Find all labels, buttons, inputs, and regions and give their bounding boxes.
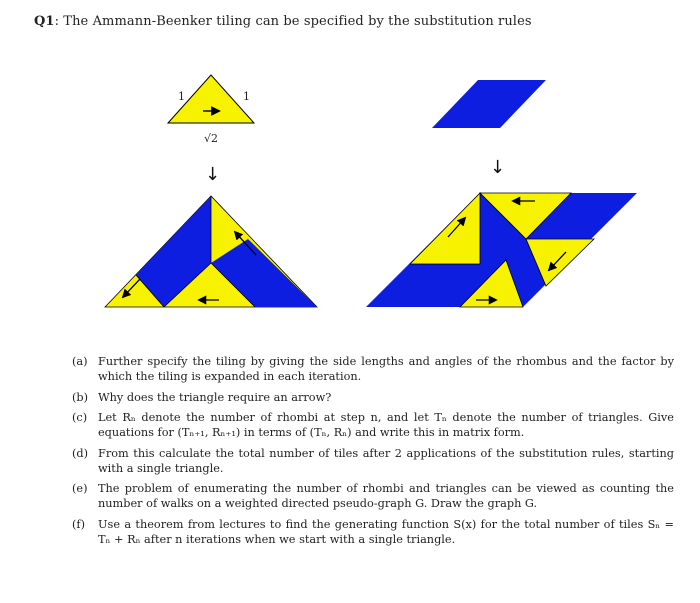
question-part-d bbox=[72, 446, 674, 476]
substitution-arrow-left: ↓ bbox=[205, 164, 221, 185]
triangle-base-label: √2 bbox=[204, 132, 219, 145]
part-label: (b) bbox=[72, 390, 89, 404]
question-number: Q1 bbox=[34, 14, 55, 29]
question-part-f bbox=[72, 517, 674, 547]
question-part-c bbox=[72, 410, 674, 440]
part-text: Let Rₙ denote the number of rhombi at step n, and let Tₙ denote the number of triangles. Give equations for (Tₙ₊₁, Rₙ₊₁) in terms of (Tₙ, Rₙ) and write this in matrix form. bbox=[98, 411, 674, 439]
rhombus-substitution bbox=[366, 193, 637, 307]
part-label: (d) bbox=[72, 446, 89, 460]
part-text: Use a theorem from lectures to find the generating function S(x) for the total number of tiles Sₙ = Tₙ + Rₙ after n iterations when we start with a single triangle. bbox=[98, 517, 674, 546]
part-text: From this calculate the total number of tiles after 2 applications of the substitution rules, starting with a single triangle. bbox=[98, 446, 674, 475]
question-part-e bbox=[72, 481, 674, 511]
question-text: The Ammann-Beenker tiling can be specified by the substitution rules bbox=[63, 14, 532, 29]
part-label: (f) bbox=[72, 517, 85, 531]
question-separator: : bbox=[54, 14, 60, 29]
blue-rhombus-tile bbox=[432, 80, 546, 128]
source-triangle bbox=[168, 75, 254, 145]
part-label: (c) bbox=[72, 411, 88, 424]
part-label: (e) bbox=[72, 482, 88, 495]
question-part-a bbox=[72, 354, 674, 384]
part-label: (a) bbox=[72, 355, 88, 368]
part-text: Why does the triangle require an arrow? bbox=[98, 390, 332, 404]
question-part-b bbox=[72, 390, 674, 405]
part-text: The problem of enumerating the number of rhombi and triangles can be viewed as counting the number of walks on a weighted directed pseudo-graph G. Draw the graph G. bbox=[98, 482, 674, 510]
triangle-side-label-left: 1 bbox=[178, 90, 185, 103]
source-rhombus bbox=[432, 80, 546, 128]
part-text: Further specify the tiling by giving the side lengths and angles of the rhombus and the factor by which the tiling is expanded in each iteration. bbox=[98, 355, 674, 383]
triangle-substitution bbox=[105, 196, 317, 307]
question-parts-list bbox=[72, 354, 674, 552]
yellow-triangle-tile bbox=[410, 193, 480, 264]
triangle-side-label-right: 1 bbox=[243, 90, 250, 103]
substitution-arrow-right: ↓ bbox=[490, 157, 506, 178]
